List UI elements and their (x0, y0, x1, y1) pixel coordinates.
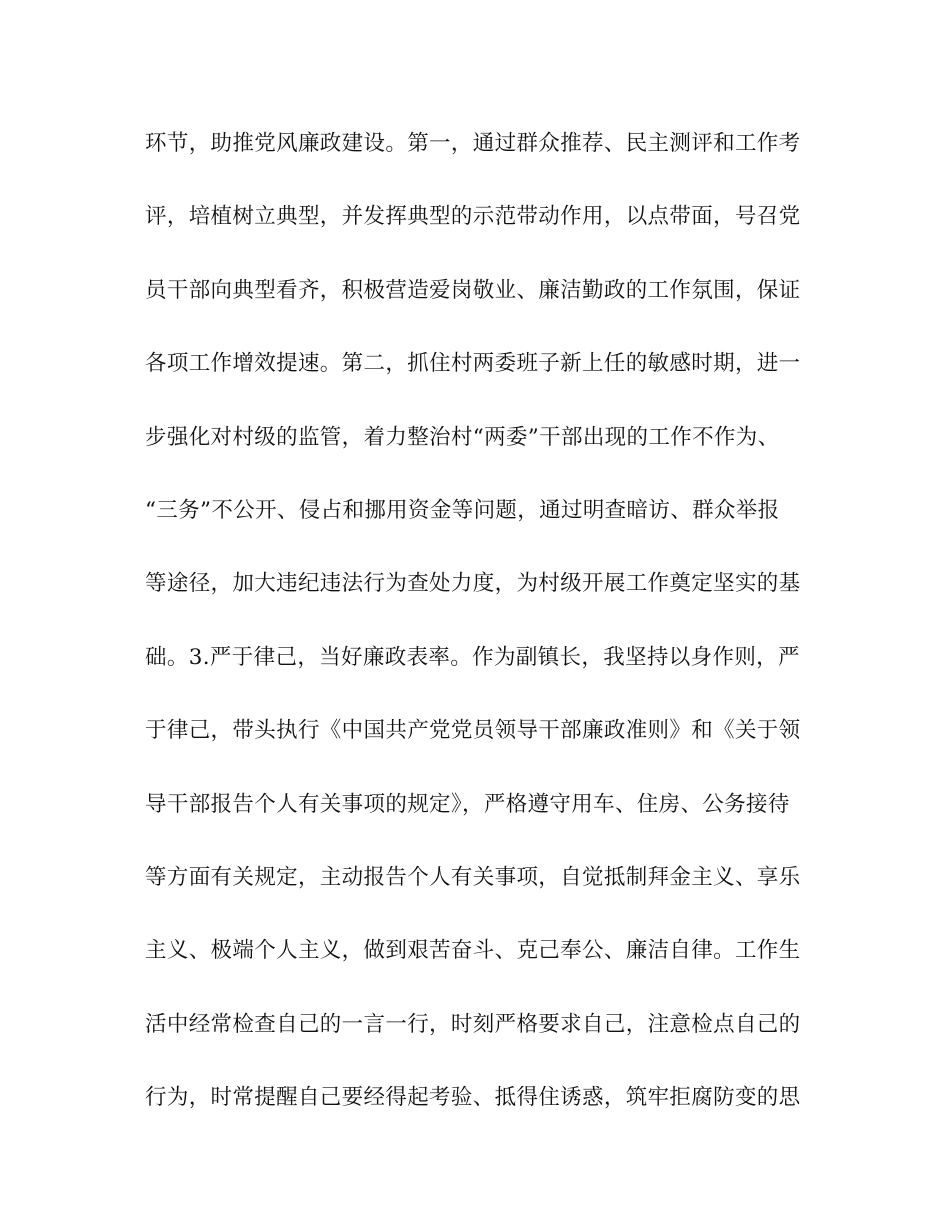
text-line: “三务”不公开、侵占和挪用资金等问题，通过明查暗访、群众举报 (145, 497, 780, 523)
text-line: 各项工作增效提速。第二，抓住村两委班子新上任的敏感时期，进一 (145, 351, 801, 377)
text-line: 行为，时常提醒自己要经得起考验、抵得住诱惑，筑牢拒腐防变的思 (145, 1085, 801, 1111)
text-line: 步强化对村级的监管，着力整治村“两委”干部出现的工作不作为、 (145, 424, 780, 450)
text-line: 等方面有关规定，主动报告个人有关事项，自觉抵制拜金主义、享乐 (145, 864, 801, 890)
text-line: 员干部向典型看齐，积极营造爱岗敬业、廉洁勤政的工作氛围，保证 (145, 277, 801, 303)
text-line: 于律己，带头执行《中国共产党党员领导干部廉政准则》和《关于领 (145, 718, 801, 744)
text-line: 础。3.严于律己，当好廉政表率。作为副镇长，我坚持以身作则，严 (145, 644, 800, 670)
text-line: 导干部报告个人有关事项的规定》，严格遵守用车、住房、公务接待 (145, 791, 790, 817)
text-line: 等途径，加大违纪违法行为查处力度，为村级开展工作奠定坚实的基 (145, 571, 801, 597)
document-body (145, 126, 805, 1153)
text-line: 评，培植树立典型，并发挥典型的示范带动作用，以点带面，号召党 (145, 204, 801, 230)
text-line: 主义、极端个人主义，做到艰苦奋斗、克己奉公、廉洁自律。工作生 (145, 938, 801, 964)
text-line: 环节，助推党风廉政建设。第一，通过群众推荐、民主测评和工作考 (145, 131, 801, 156)
text-line: 活中经常检查自己的一言一行，时刻严格要求自己，注意检点自己的 (145, 1011, 801, 1037)
